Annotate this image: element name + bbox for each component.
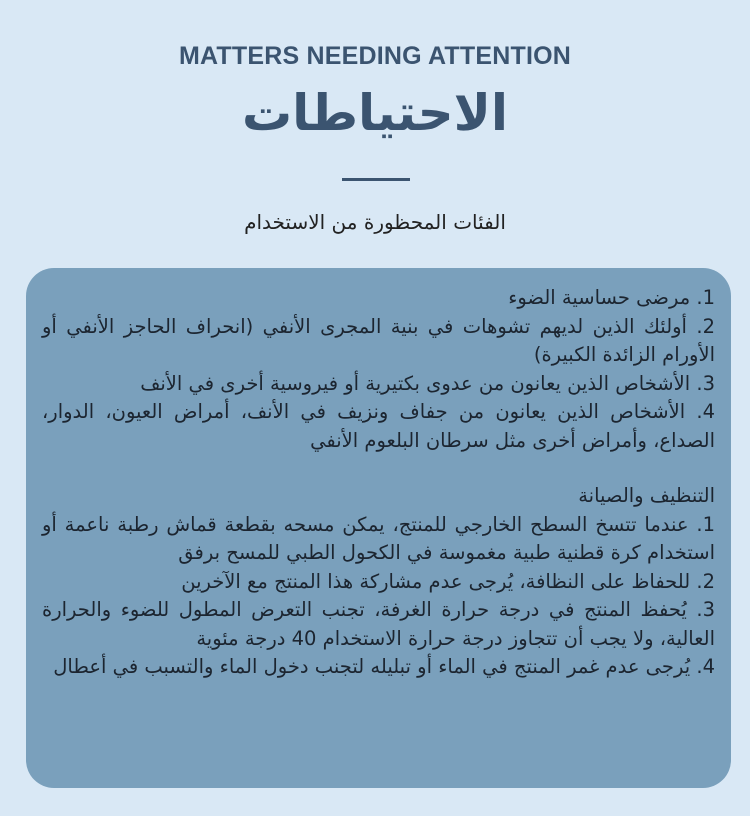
maintenance-item: 3. يُحفظ المنتج في درجة حرارة الغرفة، تجنب التعرض المطول للضوء والحرارة العالية، ولا يجب أن تتجاوز درجة حرارة الاستخدام 40 درجة مئوية [42,598,715,650]
maintenance-item: 2. للحفاظ على النظافة، يُرجى عدم مشاركة هذا المنتج مع الآخرين [181,569,715,593]
maintenance-item: 4. يُرجى عدم غمر المنتج في الماء أو تبليله لتجنب دخول الماء والتسبب في أعطال [53,655,715,678]
precautions-card [26,268,731,788]
page-title: الاحتياطات [241,84,509,142]
contraindication-item: 4. الأشخاص الذين يعانون من جفاف ونزيف في الأنف، أمراض العيون، الدوار، الصداع، وأمراض أخرى مثل سرطان البلعوم الأنفي [42,400,715,452]
maintenance-item: 1. عندما تتسخ السطح الخارجي للمنتج، يمكن مسحه بقطعة قماش رطبة ناعمة أو استخدام كرة قطنية طبية مغموسة في الكحول الطبي للمسح برفق [42,512,715,564]
section-spacer [42,455,715,482]
section-subtitle: الفئات المحظورة من الاستخدام [244,210,506,234]
maintenance-heading: التنظيف والصيانة [578,484,715,507]
contraindication-item: 3. الأشخاص الذين يعانون من عدوى بكتيرية أو فيروسية أخرى في الأنف [140,371,715,395]
english-heading: MATTERS NEEDING ATTENTION [178,42,572,70]
contraindication-item: 1. مرضى حساسية الضوء [508,286,715,309]
contraindication-item: 2. أولئك الذين لديهم تشوهات في بنية المجرى الأنفي (انحراف الحاجز الأنفي أو الأورام الزائدة الكبيرة) [42,314,715,366]
title-divider [342,178,410,181]
